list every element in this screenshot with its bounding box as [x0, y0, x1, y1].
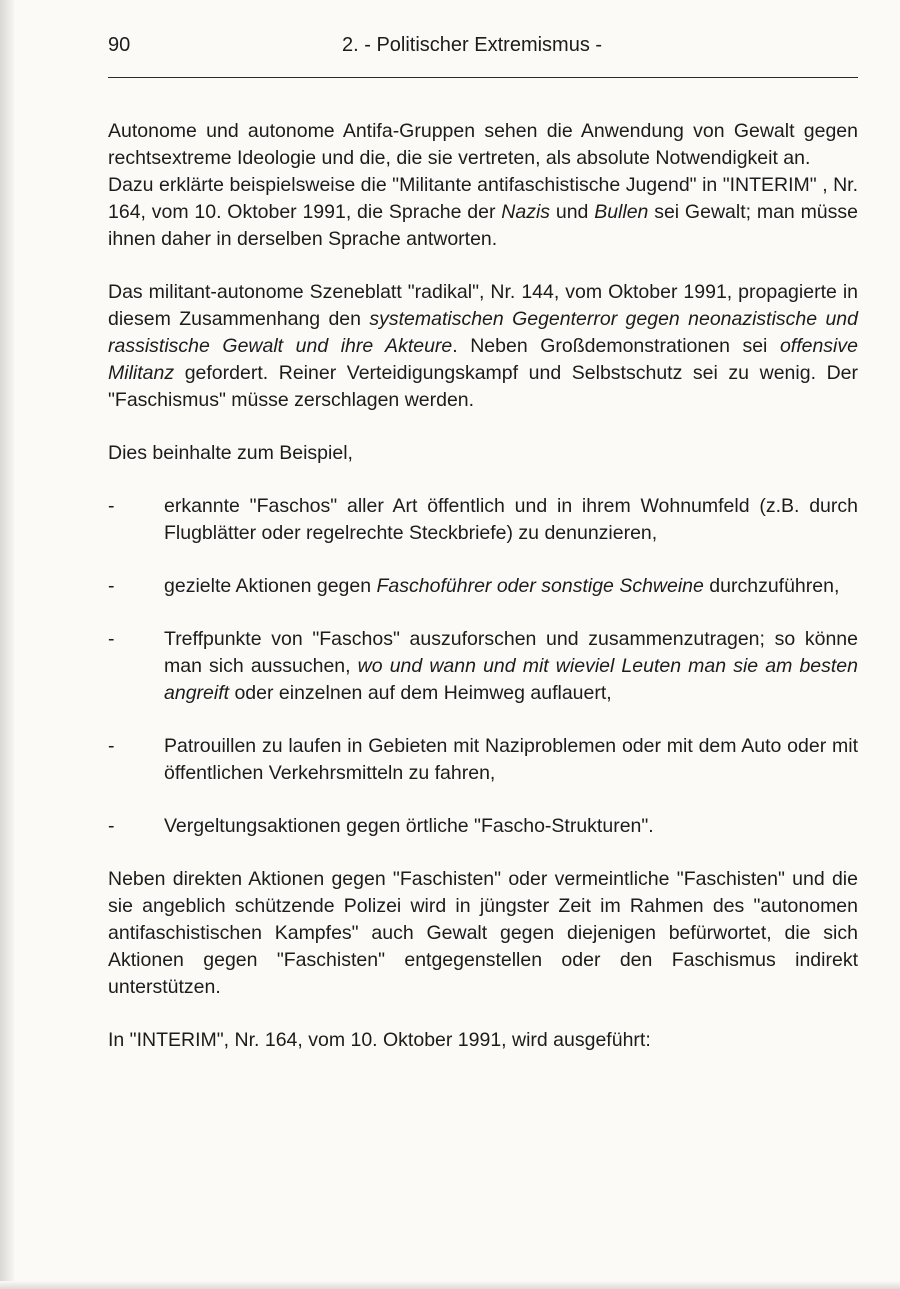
italic-span: Nazis — [501, 201, 551, 223]
italic-span: wo und wann und mit wieviel Leuten man sie am besten angreift — [164, 655, 858, 704]
text-span: Dazu erklärte beispielsweise die "Militante antifaschistische Jugend" in "INTERIM" , Nr. 164, vom 10. Oktober 1991, die Sprache der — [108, 174, 858, 223]
scan-bottom-edge — [0, 1281, 900, 1289]
italic-span: offensive Militanz — [108, 335, 858, 384]
page-number: 90 — [108, 34, 131, 56]
list-item — [108, 626, 858, 707]
list-dash: - — [108, 628, 115, 650]
text-span: sei Gewalt; man müsse ihnen daher in derselben Sprache antworten. — [108, 201, 858, 250]
list-item — [108, 493, 858, 547]
text-span: und — [550, 201, 595, 223]
text-span: oder einzelnen auf dem Heimweg auflauert, — [229, 682, 612, 704]
italic-span: Faschoführer oder sonstige Schweine — [376, 575, 704, 597]
header-rule — [108, 77, 858, 78]
list-dash: - — [108, 495, 115, 517]
list-dash: - — [108, 575, 115, 597]
italic-span: Bullen — [594, 201, 649, 223]
list-dash: - — [108, 735, 115, 757]
text-span: . Neben Großdemonstrationen sei — [452, 335, 780, 357]
text-span: gezielte Aktionen gegen — [164, 575, 377, 597]
text-span: Das militant-autonome Szeneblatt "radikal", Nr. 144, vom Oktober 1991, propagierte in diesem Zusammenhang den — [108, 281, 858, 330]
scan-left-edge — [0, 0, 14, 1289]
list-item-text: erkannte "Faschos" aller Art öffentlich und in ihrem Wohnumfeld (z.B. durch Flugblätter oder regelrechte Steckbriefe) zu denunzieren, — [164, 495, 858, 544]
list-item-text: Patrouillen zu laufen in Gebieten mit Naziproblemen oder mit dem Auto oder mit öffentlichen Verkehrsmitteln zu fahren, — [164, 735, 858, 784]
paragraph-radikal — [108, 279, 858, 414]
page-header — [108, 34, 858, 64]
text-span: Treffpunkte von "Faschos" auszuforschen und zusammenzutragen; so könne man sich aussuchen, — [164, 628, 858, 677]
list-item — [108, 573, 858, 600]
paragraph-gewalt-befuerwortet: Neben direkten Aktionen gegen "Faschisten" oder vermeintliche "Faschisten" und die sie angeblich schützende Polizei wird in jüngster Zeit im Rahmen des "autonomen antifaschistischen Kampfes" auch Gewalt gegen diejenigen befürwortet, die sich Aktionen gegen "Faschisten" entgegenstellen oder den Faschismus indirekt unterstützen. — [108, 868, 858, 998]
list-dash: - — [108, 815, 115, 837]
running-title: 2. - Politischer Extremismus - — [342, 34, 603, 56]
paragraph-interim-ausgefuehrt: In "INTERIM", Nr. 164, vom 10. Oktober 1991, wird ausgeführt: — [108, 1029, 651, 1051]
paragraph-list-intro: Dies beinhalte zum Beispiel, — [108, 442, 353, 464]
list-item — [108, 733, 858, 787]
text-span: durchzuführen, — [703, 575, 840, 597]
paragraph-interim-quote — [108, 172, 858, 253]
italic-span: systematischen Gegenterror gegen neonazistische und rassistische Gewalt und ihre Akteure — [108, 308, 858, 357]
list-item-text: Vergeltungsaktionen gegen örtliche "Fascho-Strukturen". — [164, 815, 654, 837]
body-text — [108, 118, 858, 1054]
paragraph-autonome: Autonome und autonome Antifa-Gruppen sehen die Anwendung von Gewalt gegen rechtsextreme Ideologie und die, die sie vertreten, als absolute Notwendigkeit an. — [108, 120, 858, 169]
list-item — [108, 813, 858, 840]
text-span: gefordert. Reiner Verteidigungskampf und Selbstschutz sei zu wenig. Der "Faschismus" müsse zerschlagen werden. — [108, 362, 858, 411]
